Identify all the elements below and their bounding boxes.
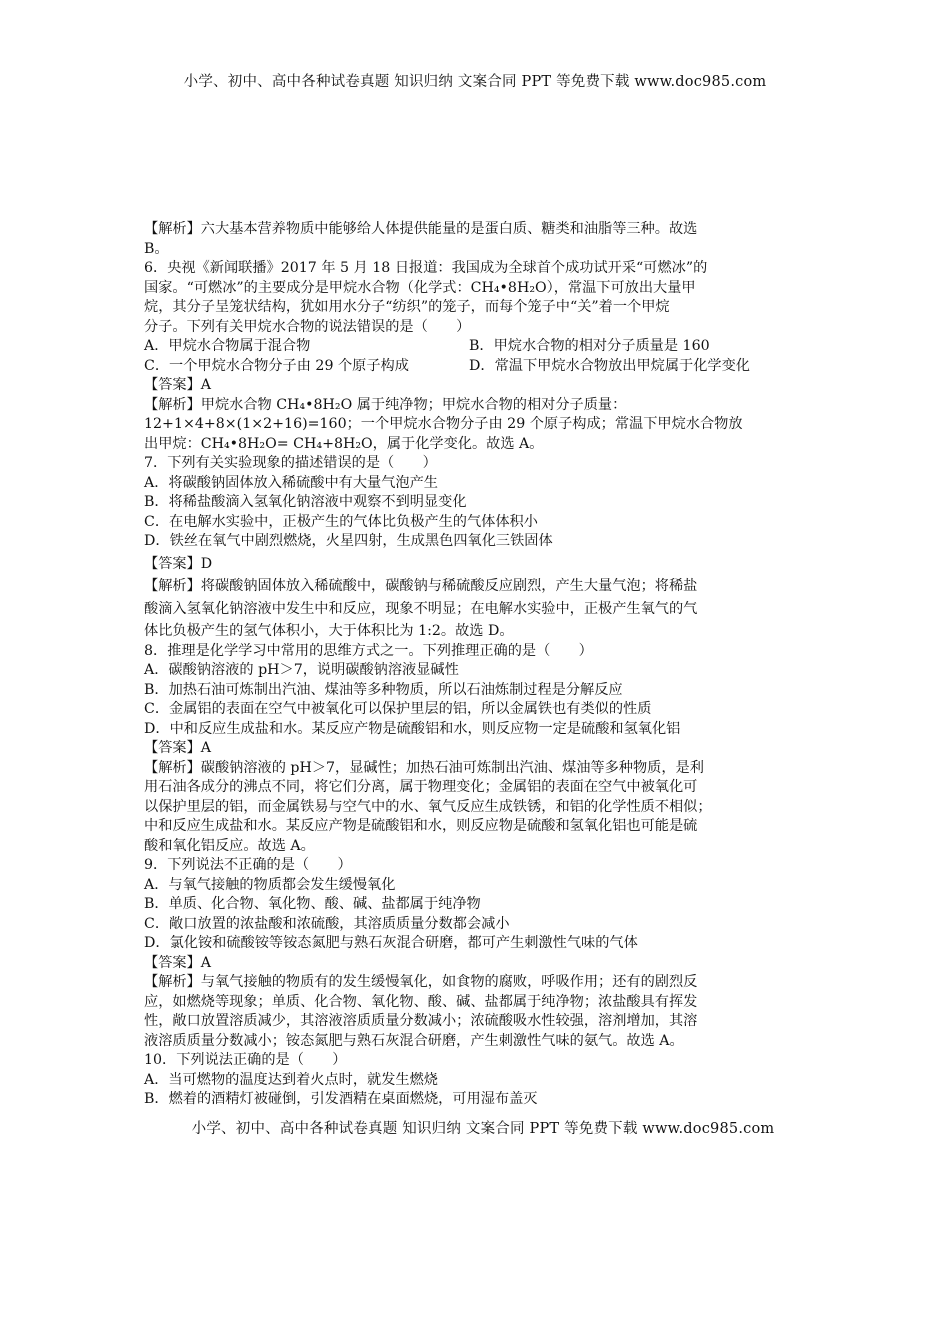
question-9: 9．下列说法不正确的是（ ） [144,857,352,873]
analysis-line: 【解析】与氧气接触的物质有的发生缓慢氧化，如食物的腐败，呼吸作用；还有的剧烈反 [144,974,698,990]
analysis-line: 【解析】将碳酸钠固体放入稀硫酸中，碳酸钠与稀硫酸反应剧烈，产生大量气泡；将稀盐 [144,578,698,594]
analysis-line: 【解析】甲烷水合物 CH₄•8H₂O 属于纯净物；甲烷水合物的相对分子质量： [144,396,627,413]
text-line: 烷，其分子呈笼状结构，犹如用水分子“纺织”的笼子，而每个笼子中“关”着一个甲烷 [144,299,670,315]
text-line: 用石油各成分的沸点不同，将它们分离，属于物理变化；金属铝的表面在空气中被氧化可 [144,779,698,795]
text-line: B。 [144,240,169,257]
text-line: 12+1×4+8×(1×2+16)=160；一个甲烷水合物分子由 29 个原子构成；常温下甲烷水合物放 [144,416,743,432]
text-line: 中和反应生成盐和水。某反应产物是硫酸铝和水，则反应物是硫酸和氢氧化铝也可能是硫 [144,818,698,834]
text-line: 以保护里层的铝，而金属铁易与空气中的水、氧气反应生成铁锈，和铝的化学性质不相似； [144,798,712,815]
text-line: 性，敞口放置溶质减少，其溶液溶质质量分数减小；浓硫酸吸水性较强，溶剂增加，其溶 [144,1013,698,1029]
option-a: A．将碳酸钠固体放入稀硫酸中有大量气泡产生 [144,474,438,491]
option-d: D．中和反应生成盐和水。某反应产物是硫酸铝和水，则反应物一定是硫酸和氢氧化铝 [144,720,681,737]
option-a: A．碳酸钠溶液的 pH＞7，说明碳酸钠溶液显碱性 [144,662,459,678]
option-c: C．在电解水实验中，正极产生的气体比负极产生的气体体积小 [144,513,538,530]
text-line: 酸滴入氢氧化钠溶液中发生中和反应，现象不明显；在电解水实验中，正极产生氧气的气 [144,600,698,617]
question-7: 7．下列有关实验现象的描述错误的是（ ） [144,455,437,471]
option-a: A．与氧气接触的物质都会发生缓慢氧化 [144,876,396,893]
option-c: C．金属铝的表面在空气中被氧化可以保护里层的铝，所以金属铁也有类似的性质 [144,701,652,717]
answer-line: 【答案】A [144,954,211,971]
text-line: 分子。下列有关甲烷水合物的说法错误的是（ ） [144,318,471,335]
option-b: B．将稀盐酸滴入氢氧化钠溶液中观察不到明显变化 [144,494,467,510]
text-line: 应，如燃烧等现象；单质、化合物、氧化物、酸、碱、盐都属于纯净物；浓盐酸具有挥发 [144,993,698,1010]
question-8: 8．推理是化学学习中常用的思维方式之一。下列推理正确的是（ ） [144,642,593,659]
answer-line: 【答案】A [144,740,211,756]
option-c: C．敞口放置的浓盐酸和浓硫酸，其溶质质量分数都会减小 [144,915,510,932]
option-b: B．燃着的酒精灯被碰倒，引发酒精在桌面燃烧，可用湿布盖灭 [144,1091,538,1107]
text-line: 液溶质质量分数减小；铵态氮肥与熟石灰混合研磨，产生刺激性气味的氨气。故选 A。 [144,1032,684,1049]
option-d: D．氯化铵和硫酸铵等铵态氮肥与熟石灰混合研磨，都可产生刺激性气味的气体 [144,935,638,951]
question-10: 10．下列说法正确的是（ ） [144,1052,347,1068]
option-a: A．当可燃物的温度达到着火点时，就发生燃烧 [144,1071,438,1088]
text-line: 酸和氧化铝反应。故选 A。 [144,837,315,854]
text-line: 体比负极产生的氢气体积小，大于体积比为 1:2。故选 D。 [144,623,514,639]
option-b: B．加热石油可炼制出汽油、煤油等多种物质，所以石油炼制过程是分解反应 [144,681,623,698]
options-row [144,357,809,377]
option-d: D．铁丝在氧气中剧烈燃烧，火星四射，生成黑色四氧化三铁固体 [144,533,553,549]
page-footer: 小学、初中、高中各种试卷真题 知识归纳 文案合同 PPT 等免费下载 www.doc985.com [191,1121,775,1137]
options-row [144,337,809,357]
answer-line: 【答案】D [144,555,213,572]
analysis-line: 【解析】碳酸钠溶液的 pH＞7，显碱性；加热石油可炼制出汽油、煤油等多种物质，是利 [144,759,704,776]
document-body [144,220,809,1110]
text-line: 【解析】六大基本营养物质中能够给人体提供能量的是蛋白质、糖类和油脂等三种。故选 [144,221,698,237]
text-line: 国家。“可燃冰”的主要成分是甲烷水合物（化学式：CH₄•8H₂O），常温下可放出大量甲 [144,279,696,296]
option-c: C．一个甲烷水合物分子由 29 个原子构成 [144,357,409,374]
option-b: B．单质、化合物、氧化物、酸、碱、盐都属于纯净物 [144,896,481,912]
option-b: B．甲烷水合物的相对分子质量是 160 [469,338,710,354]
text-line: 出甲烷：CH₄•8H₂O= CH₄+8H₂O，属于化学变化。故选 A。 [144,435,544,452]
option-a: A．甲烷水合物属于混合物 [144,338,311,354]
answer-line: 【答案】A [144,377,211,393]
question-6: 6．央视《新闻联播》2017 年 5 月 18 日报道：我国成为全球首个成功试开采“可燃冰”的 [144,260,708,276]
page-header: 小学、初中、高中各种试卷真题 知识归纳 文案合同 PPT 等免费下载 www.doc985.com [183,74,767,90]
option-d: D．常温下甲烷水合物放出甲烷属于化学变化 [469,357,750,374]
